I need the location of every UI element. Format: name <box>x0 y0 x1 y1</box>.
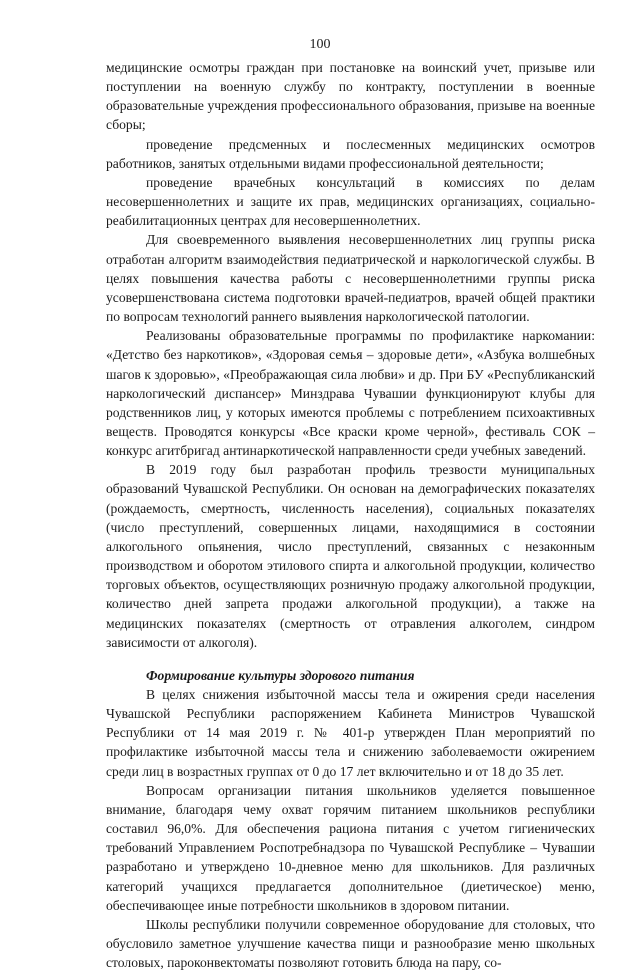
paragraph: проведение предсменных и послесменных медицинских осмотров работников, занятых отдельными видами профессиональной деятельности; <box>106 136 595 171</box>
paragraph: Для своевременного выявления несовершеннолетних лиц группы риска отработан алгоритм взаимодействия педиатрической и наркологической службы. В целях повышения качества работы с несовершеннолетними группы риска усовершенствована система подготовки врачей-педиатров, врачей общей практики по вопросам технологий раннего выявления наркологической патологии. <box>106 232 595 325</box>
paragraph: В 2019 году был разработан профиль трезвости муниципальных образований Чувашской Республики. Он основан на демографических показателях (рождаемость, смертность, численность населения), социальных показателях (число преступлений, совершенных лицами, находящимися в состоянии алкогольного опьянения, число преступлений, связанных с незаконным производством и оборотом этилового спирта и алкогольной продукции, количество торговых объектов, осуществляющих розничную продажу алкогольной продукции, количество дней запрета продажи алкогольной продукции), а также на медицинских показателях (смертность от отравления алкоголем, синдром зависимости от алкоголя). <box>106 462 595 650</box>
body-text <box>106 58 595 972</box>
paragraph: В целях снижения избыточной массы тела и ожирения среди населения Чувашской Республики распоряжением Кабинета Министров Чувашской Республики от 14 мая 2019 г. № 401-р утвержден План мероприятий по профилактике избыточной массы тела и снижению заболеваемости ожирением среди лиц в возрастных группах от 0 до 17 лет включительно и от 18 до 35 лет. <box>106 687 595 779</box>
paragraph: медицинские осмотры граждан при постановке на воинский учет, призыве или поступлении на военную службу по контракту, поступлении в военные образовательные учреждения профессионального образования, призыве на военные сборы; <box>106 60 595 133</box>
paragraph: Школы республики получили современное оборудование для столовых, что обусловило заметное улучшение качества пищи и разнообразие меню школьных столовых, пароконвектоматы позволяют готовить блюда на пару, со- <box>106 916 595 971</box>
paragraph: Вопросам организации питания школьников уделяется повышенное внимание, благодаря чему охват горячим питанием школьников республики составил 96,0%. Для обеспечения рациона питания с учетом гигиенических требований Управлением Роспотребнадзора по Чувашской Республике – Чувашии разработано и утверждено 10-дневное меню для школьников. Для различных категорий учащихся предлагается дополнительное (диетическое) меню, обеспечивающее иные потребности школьников в здоровом питании. <box>106 782 595 913</box>
paragraph: проведение врачебных консультаций в комиссиях по делам несовершеннолетних и защите их прав, медицинских организациях, социально-реабилитационных центрах для несовершеннолетних. <box>106 174 595 229</box>
page-number: 100 <box>309 37 331 52</box>
paragraph: Реализованы образовательные программы по профилактике наркомании: «Детство без наркотиков», «Здоровая семья – здоровые дети», «Азбука волшебных шагов к здоровью», «Преображающая сила любви» и др. При БУ «Республиканский наркологический диспансер» Минздрава Чувашии функционируют клубы для родственников лиц, у которых имеются проблемы с потреблением психоактивных веществ. Проводятся конкурсы «Все краски кроме черной», фестиваль СОК – конкурс агитбригад антинаркотической направленности среди учебных заведений. <box>106 328 595 459</box>
section-heading: Формирование культуры здорового питания <box>146 667 415 683</box>
